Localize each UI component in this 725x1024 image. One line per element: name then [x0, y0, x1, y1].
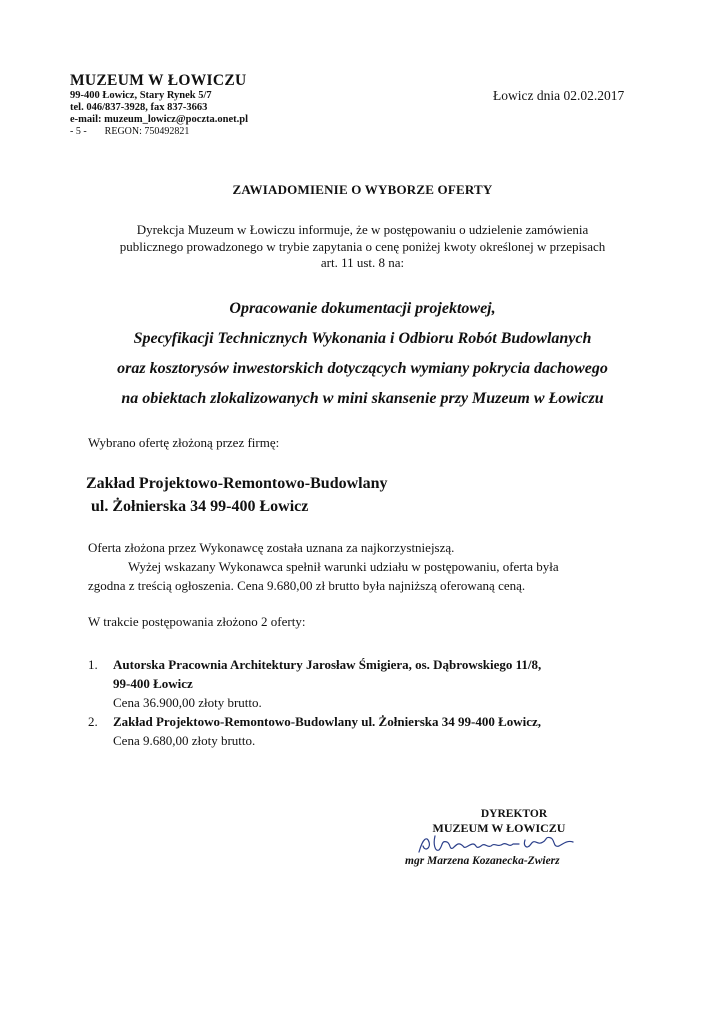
list-item: [88, 712, 648, 750]
intro-line: art. 11 ust. 8 na:: [320, 255, 405, 270]
chosen-offer-label: Wybrano ofertę złożoną przez firmę:: [88, 435, 280, 450]
order-subject: [60, 294, 665, 414]
stamp-index: - 5 -: [70, 126, 87, 137]
offer-price: Cena 36.900,00 złoty brutto.: [113, 695, 262, 710]
chosen-firm-name: Zakład Projektowo-Remontowo-Budowlany: [86, 475, 388, 492]
offer-firm: Autorska Pracownia Architektury Jarosław Śmigiera, os. Dąbrowskiego 11/8,: [113, 657, 542, 672]
signature-name: mgr Marzena Kozanecka-Zwierz: [405, 855, 560, 867]
subject-line: na obiektach zlokalizowanych w mini skansenie przy Muzeum w Łowiczu: [121, 390, 604, 407]
list-item: [88, 655, 648, 712]
intro-line: publicznego prowadzonego w trybie zapytania o cenę poniżej kwoty określonej w przepisach: [119, 238, 606, 254]
signature-block: [405, 808, 585, 867]
stamp-title: MUZEUM W ŁOWICZU: [70, 72, 247, 89]
offer-firm-city: 99-400 Łowicz: [113, 676, 193, 691]
stamp-regon-line: [70, 126, 260, 138]
stamp-phone: tel. 046/837-3928, fax 837-3663: [70, 101, 208, 113]
result-line: zgodna z treścią ogłoszenia. Cena 9.680,00 zł brutto była najniższą oferowaną ceną.: [88, 578, 526, 593]
institution-stamp: [70, 72, 260, 138]
stamp-address: 99-400 Łowicz, Stary Rynek 5/7: [70, 89, 212, 101]
signature-role: DYREKTOR: [480, 808, 548, 820]
offers-count-text: W trakcie postępowania złożono 2 oferty:: [88, 614, 306, 629]
offer-number: 2.: [88, 714, 98, 729]
result-line: Oferta złożona przez Wykonawcę została uznana za najkorzystniejszą.: [88, 540, 455, 555]
document-title: ZAWIADOMIENIE O WYBORZE OFERTY: [232, 182, 493, 197]
stamp-email: e-mail: muzeum_lowicz@poczta.onet.pl: [70, 113, 249, 125]
chosen-firm: [86, 472, 388, 518]
chosen-firm-address: ul. Żołnierska 34 99-400 Łowicz: [91, 498, 309, 515]
intro-paragraph: [80, 222, 645, 272]
signature-institution: MUZEUM W ŁOWICZU: [432, 821, 566, 835]
handwritten-signature: [413, 832, 583, 856]
result-paragraph: [88, 538, 648, 595]
result-line: Wyżej wskazany Wykonawca spełnił warunki udziału w postępowaniu, oferta była: [128, 559, 559, 574]
stamp-regon: REGON: 750492821: [104, 126, 190, 137]
intro-line: Dyrekcja Muzeum w Łowiczu informuje, że w postępowaniu o udzielenie zamówienia: [136, 222, 589, 237]
offer-price: Cena 9.680,00 złoty brutto.: [113, 733, 256, 748]
document-date: Łowicz dnia 02.02.2017: [493, 88, 625, 103]
offer-firm: Zakład Projektowo-Remontowo-Budowlany ul. Żołnierska 34 99-400 Łowicz,: [113, 714, 542, 729]
subject-line: oraz kosztorysów inwestorskich dotyczących wymiany pokrycia dachowego: [117, 360, 608, 377]
offers-list: [88, 655, 648, 750]
subject-line: Opracowanie dokumentacji projektowej,: [229, 300, 496, 317]
offer-number: 1.: [88, 657, 98, 672]
subject-line: Specyfikacji Technicznych Wykonania i Odbioru Robót Budowlanych: [133, 330, 592, 347]
